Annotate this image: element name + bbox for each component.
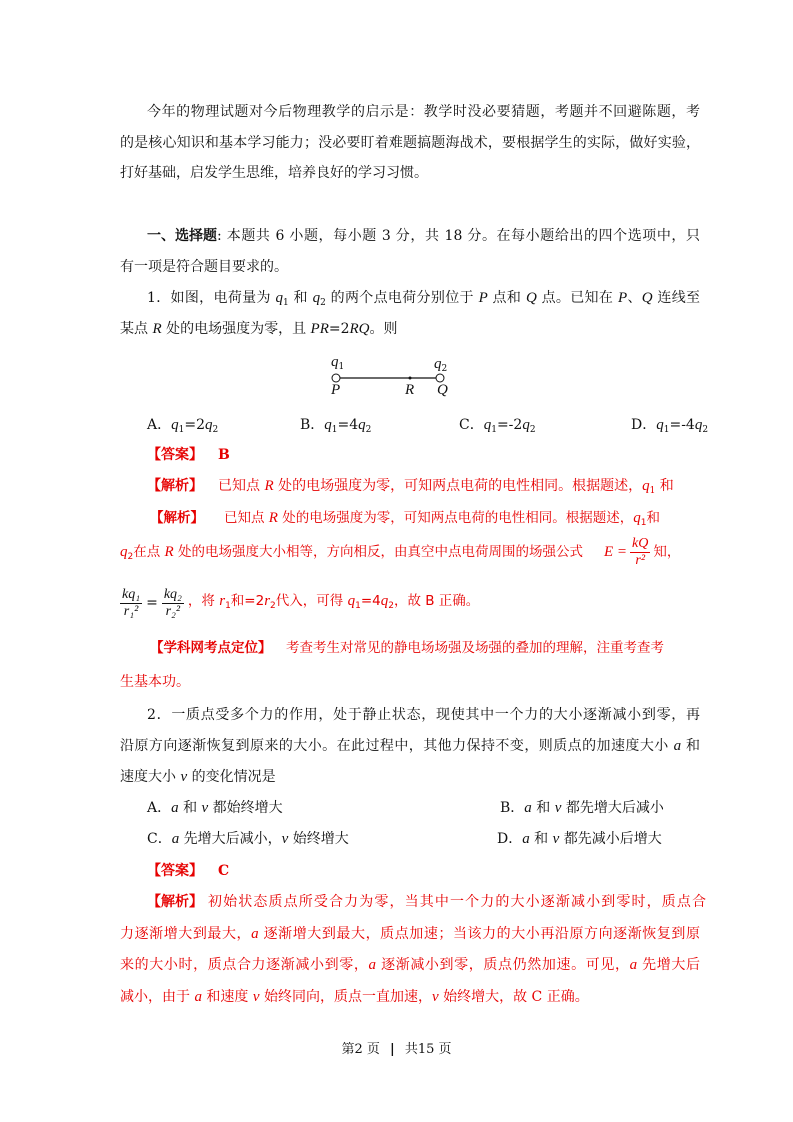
math-variable: q bbox=[694, 417, 703, 433]
answer-value: B bbox=[218, 447, 230, 463]
subscript: 1 bbox=[663, 425, 670, 435]
text-run: 速度大小 bbox=[120, 769, 181, 785]
math-variable: R bbox=[164, 544, 174, 560]
math-variable: a bbox=[171, 831, 180, 847]
sub: 1 bbox=[338, 362, 345, 372]
subscript: 1 bbox=[178, 425, 185, 435]
option-c[interactable] bbox=[147, 829, 349, 849]
q-var: q bbox=[434, 356, 442, 372]
page-footer bbox=[0, 1038, 793, 1057]
equals: = bbox=[146, 595, 158, 611]
fraction bbox=[630, 536, 650, 569]
text-run: 和=2 bbox=[230, 592, 265, 609]
text-run: 力逐渐增大到最大， bbox=[120, 926, 252, 942]
text-run: 都先减小后增大 bbox=[559, 831, 662, 847]
field-formula bbox=[604, 535, 680, 569]
text-run: C． bbox=[459, 417, 484, 433]
text-run: 始终同向，质点一直加速， bbox=[259, 989, 432, 1005]
math-variable: R bbox=[152, 321, 162, 337]
text-run: D． bbox=[631, 417, 657, 433]
label-q2 bbox=[434, 354, 447, 374]
text-run: 今年的物理试题对今后物理教学的启示是：教学时没必要猜题，考题并不回避陈题，考 bbox=[147, 104, 700, 120]
text-run: B． bbox=[500, 800, 525, 816]
text-run: 的两个点电荷分别位于 bbox=[325, 290, 479, 306]
answer-label: 【答案】 bbox=[147, 863, 203, 879]
subscript: 1 bbox=[355, 600, 361, 611]
text-run: : 本题共 6 小题，每小题 3 分，共 18 分。在每小题给出的四个选项中，只 bbox=[217, 228, 700, 244]
analysis-text bbox=[218, 476, 674, 496]
text-run: ，将 bbox=[187, 592, 220, 609]
text-run: 减小，由于 bbox=[120, 989, 195, 1005]
math-variable: r bbox=[264, 592, 271, 609]
page-total: 共15 页 bbox=[404, 1042, 452, 1057]
text-run: 已知点 bbox=[218, 478, 265, 494]
intro-line bbox=[120, 133, 700, 153]
math-variable: v bbox=[180, 769, 188, 785]
text-run: 和速度 bbox=[201, 989, 253, 1005]
text-run: 沿原方向逐渐恢复到原来的大小。在此过程中，其他力保持不变，则质点的加速度大小 bbox=[120, 738, 674, 754]
text-run: B． bbox=[300, 417, 325, 433]
text-run: 处的电场强度为零，可知两点电荷的电性相同。根据题述， bbox=[273, 478, 643, 494]
text-run: 的是核心知识和基本学习能力；没必要盯着难题搞题海战术，要根据学生的实际，做好实验， bbox=[120, 135, 700, 151]
text-run: D． bbox=[497, 831, 523, 847]
math-variable: a bbox=[629, 957, 638, 973]
formula-after: 知， bbox=[653, 544, 681, 560]
intro-line bbox=[147, 102, 700, 122]
math-variable: Q bbox=[525, 290, 537, 306]
math-variable: P bbox=[478, 290, 488, 306]
math-variable: q bbox=[171, 417, 179, 433]
math-variable: q bbox=[205, 417, 213, 433]
text-run: 1．如图，电荷量为 bbox=[147, 290, 276, 306]
text-run: 处的电场强度为零，且 bbox=[161, 321, 311, 337]
text-run: 和 bbox=[288, 290, 313, 306]
text-run: ，故 B 正确。 bbox=[393, 592, 480, 609]
question-2-stem bbox=[147, 705, 700, 725]
text-run: 始终增大，故 C 正确。 bbox=[438, 989, 589, 1005]
page-number: 第2 页 bbox=[341, 1042, 380, 1057]
denominator: r₁² bbox=[123, 603, 139, 619]
knowledge-point-text: 生基本功。 bbox=[120, 674, 190, 690]
section-desc bbox=[120, 257, 288, 277]
text-run: 点和 bbox=[487, 290, 526, 306]
question-2-stem bbox=[120, 767, 276, 787]
knowledge-point-text: 考查考生对常见的静电场场强及场强的叠加的理解，注重考查考 bbox=[286, 640, 664, 656]
numerator: kq₂ bbox=[163, 586, 182, 602]
text-run: 先增大后 bbox=[637, 957, 701, 973]
math-variable: q bbox=[312, 290, 321, 306]
text-run: 在点 bbox=[133, 544, 165, 560]
math-variable: a bbox=[368, 957, 377, 973]
math-variable: RQ bbox=[349, 321, 370, 337]
section-header bbox=[147, 226, 700, 246]
analysis-text bbox=[120, 987, 589, 1007]
text-run: 和 bbox=[646, 510, 660, 526]
math-variable: q bbox=[522, 417, 530, 433]
analysis-text bbox=[224, 508, 660, 528]
knowledge-point-label: 【学科网考点定位】 bbox=[150, 640, 272, 656]
text-run: 、 bbox=[627, 290, 642, 306]
text-run: 初始状态质点所受合力为零，当其中一个力的大小逐渐减小到零时，质点合 bbox=[208, 894, 706, 910]
math-variable: a bbox=[251, 926, 259, 942]
option-b[interactable] bbox=[300, 415, 371, 435]
math-variable: v bbox=[552, 831, 560, 847]
text-run: 逐渐增大到最大，质点加速；当该力的大小再沿原方向逐渐恢复到原 bbox=[258, 926, 701, 942]
text-run: 的变化情况是 bbox=[187, 769, 276, 785]
subscript: 1 bbox=[283, 298, 289, 308]
label-q: Q bbox=[437, 382, 448, 398]
text-run: 都先增大后减小 bbox=[561, 800, 664, 816]
math-variable: Q bbox=[641, 290, 653, 306]
text-run: 点。已知在 bbox=[536, 290, 618, 306]
subscript: 2 bbox=[320, 298, 326, 308]
text-run: 已知点 bbox=[224, 510, 269, 526]
subscript: 2 bbox=[127, 552, 134, 562]
math-variable: v bbox=[201, 800, 209, 816]
subscript: 1 bbox=[225, 600, 231, 611]
math-variable: v bbox=[431, 989, 439, 1005]
subscript: 2 bbox=[529, 425, 536, 435]
math-variable: q bbox=[656, 417, 664, 433]
denominator: r₂² bbox=[165, 603, 181, 619]
analysis-text bbox=[208, 892, 706, 912]
numerator: kq₁ bbox=[122, 586, 141, 602]
text-run: =2 bbox=[328, 321, 350, 337]
text-run: A． bbox=[147, 417, 172, 433]
math-variable: a bbox=[171, 800, 179, 816]
math-variable: a bbox=[194, 989, 202, 1005]
option-d[interactable] bbox=[631, 415, 708, 435]
math-variable: v bbox=[554, 800, 562, 816]
subscript: 2 bbox=[212, 425, 219, 435]
text-run: 有一项是符合题目要求的。 bbox=[120, 259, 288, 275]
label-p: P bbox=[331, 382, 341, 398]
subscript: 2 bbox=[388, 600, 394, 611]
option-d[interactable] bbox=[497, 829, 662, 849]
text-run: 和 bbox=[529, 831, 553, 847]
math-variable: q bbox=[347, 592, 356, 609]
text-run: =-4 bbox=[669, 417, 695, 433]
text-run: 某点 bbox=[120, 321, 153, 337]
math-variable: P bbox=[617, 290, 628, 306]
text-run: =4 bbox=[337, 417, 359, 433]
sub: 2 bbox=[441, 364, 448, 374]
subscript: 2 bbox=[702, 425, 709, 435]
numerator: kQ bbox=[632, 535, 649, 551]
subscript: 1 bbox=[649, 486, 656, 496]
text-run: =2 bbox=[184, 417, 205, 433]
q-var: q bbox=[331, 354, 339, 370]
subscript: 2 bbox=[270, 600, 276, 611]
text-run: 先增大后减小， bbox=[179, 831, 282, 847]
text-run: =4 bbox=[360, 592, 381, 609]
math-variable: R bbox=[264, 478, 274, 494]
math-variable: q bbox=[275, 290, 284, 306]
label-q1 bbox=[331, 352, 344, 372]
analysis-text bbox=[120, 924, 700, 944]
math-variable: a bbox=[522, 831, 530, 847]
text-run: 和 bbox=[531, 800, 555, 816]
text-run: 始终增大 bbox=[288, 831, 349, 847]
formula-lhs: E = bbox=[604, 544, 628, 560]
math-variable: R bbox=[268, 510, 278, 526]
section-desc bbox=[217, 226, 700, 246]
text-run: C． bbox=[147, 831, 172, 847]
text-run: 和 bbox=[681, 738, 700, 754]
footer-separator: | bbox=[389, 1042, 395, 1057]
math-variable: v bbox=[252, 989, 260, 1005]
label-r: R bbox=[405, 382, 415, 398]
subscript: 1 bbox=[640, 518, 647, 528]
text-run: 连线至 bbox=[652, 290, 701, 306]
analysis-label: 【解析】 bbox=[147, 894, 203, 910]
text-run: A． bbox=[147, 800, 172, 816]
subscript: 2 bbox=[365, 425, 372, 435]
intro-line bbox=[120, 163, 428, 183]
text-run: =-2 bbox=[496, 417, 523, 433]
option-b[interactable] bbox=[500, 798, 664, 818]
analysis-label: 【解析】 bbox=[147, 478, 203, 494]
ratio-formula bbox=[120, 585, 479, 621]
math-variable: q bbox=[642, 478, 650, 494]
subscript: 1 bbox=[331, 425, 338, 435]
text-run: 都始终增大 bbox=[208, 800, 283, 816]
math-variable: q bbox=[380, 592, 389, 609]
text-run: 2．一质点受多个力的作用，处于静止状态，现使其中一个力的大小逐渐减小到零，再 bbox=[147, 707, 700, 723]
text-run: 来的大小时，质点合力逐渐减小到零， bbox=[120, 957, 369, 973]
section-title: 一、选择题 bbox=[147, 228, 217, 244]
text-run: 逐渐减小到零，质点仍然加速。可见， bbox=[376, 957, 630, 973]
math-variable: q bbox=[633, 510, 641, 526]
math-variable: q bbox=[324, 417, 332, 433]
math-variable: q bbox=[120, 544, 128, 560]
question-1-stem bbox=[147, 288, 700, 308]
analysis-text bbox=[120, 955, 700, 975]
question-1-stem bbox=[120, 319, 398, 339]
option-a[interactable] bbox=[147, 415, 218, 435]
analysis-label: 【解析】 bbox=[150, 510, 204, 526]
option-a[interactable] bbox=[147, 798, 283, 818]
math-variable: PR bbox=[310, 321, 329, 337]
analysis-text bbox=[120, 542, 583, 562]
text-run: 和 bbox=[655, 478, 674, 494]
answer-value: C bbox=[218, 863, 230, 879]
math-variable: q bbox=[358, 417, 366, 433]
text-run: 处的电场强度为零，可知两点电荷的电性相同。根据题述， bbox=[277, 510, 634, 526]
denominator: r² bbox=[635, 552, 646, 568]
fraction bbox=[162, 587, 184, 620]
option-c[interactable] bbox=[459, 415, 536, 435]
answer-label: 【答案】 bbox=[147, 447, 203, 463]
math-variable: r bbox=[219, 592, 226, 609]
math-variable: q bbox=[483, 417, 492, 433]
text-run: 代入，可得 bbox=[275, 592, 348, 609]
text-run: 打好基础，启发学生思维，培养良好的学习习惯。 bbox=[120, 165, 428, 181]
fraction bbox=[120, 587, 142, 620]
math-variable: a bbox=[673, 738, 682, 754]
question-2-stem bbox=[120, 736, 700, 756]
subscript: 1 bbox=[491, 425, 497, 435]
analysis-text bbox=[188, 591, 479, 616]
text-run: 。则 bbox=[369, 321, 398, 337]
text-run: 处的电场强度大小相等，方向相反，由真空中点电荷周围的场强公式 bbox=[173, 544, 583, 560]
math-variable: a bbox=[524, 800, 532, 816]
text-run: 和 bbox=[178, 800, 202, 816]
math-variable: v bbox=[281, 831, 289, 847]
